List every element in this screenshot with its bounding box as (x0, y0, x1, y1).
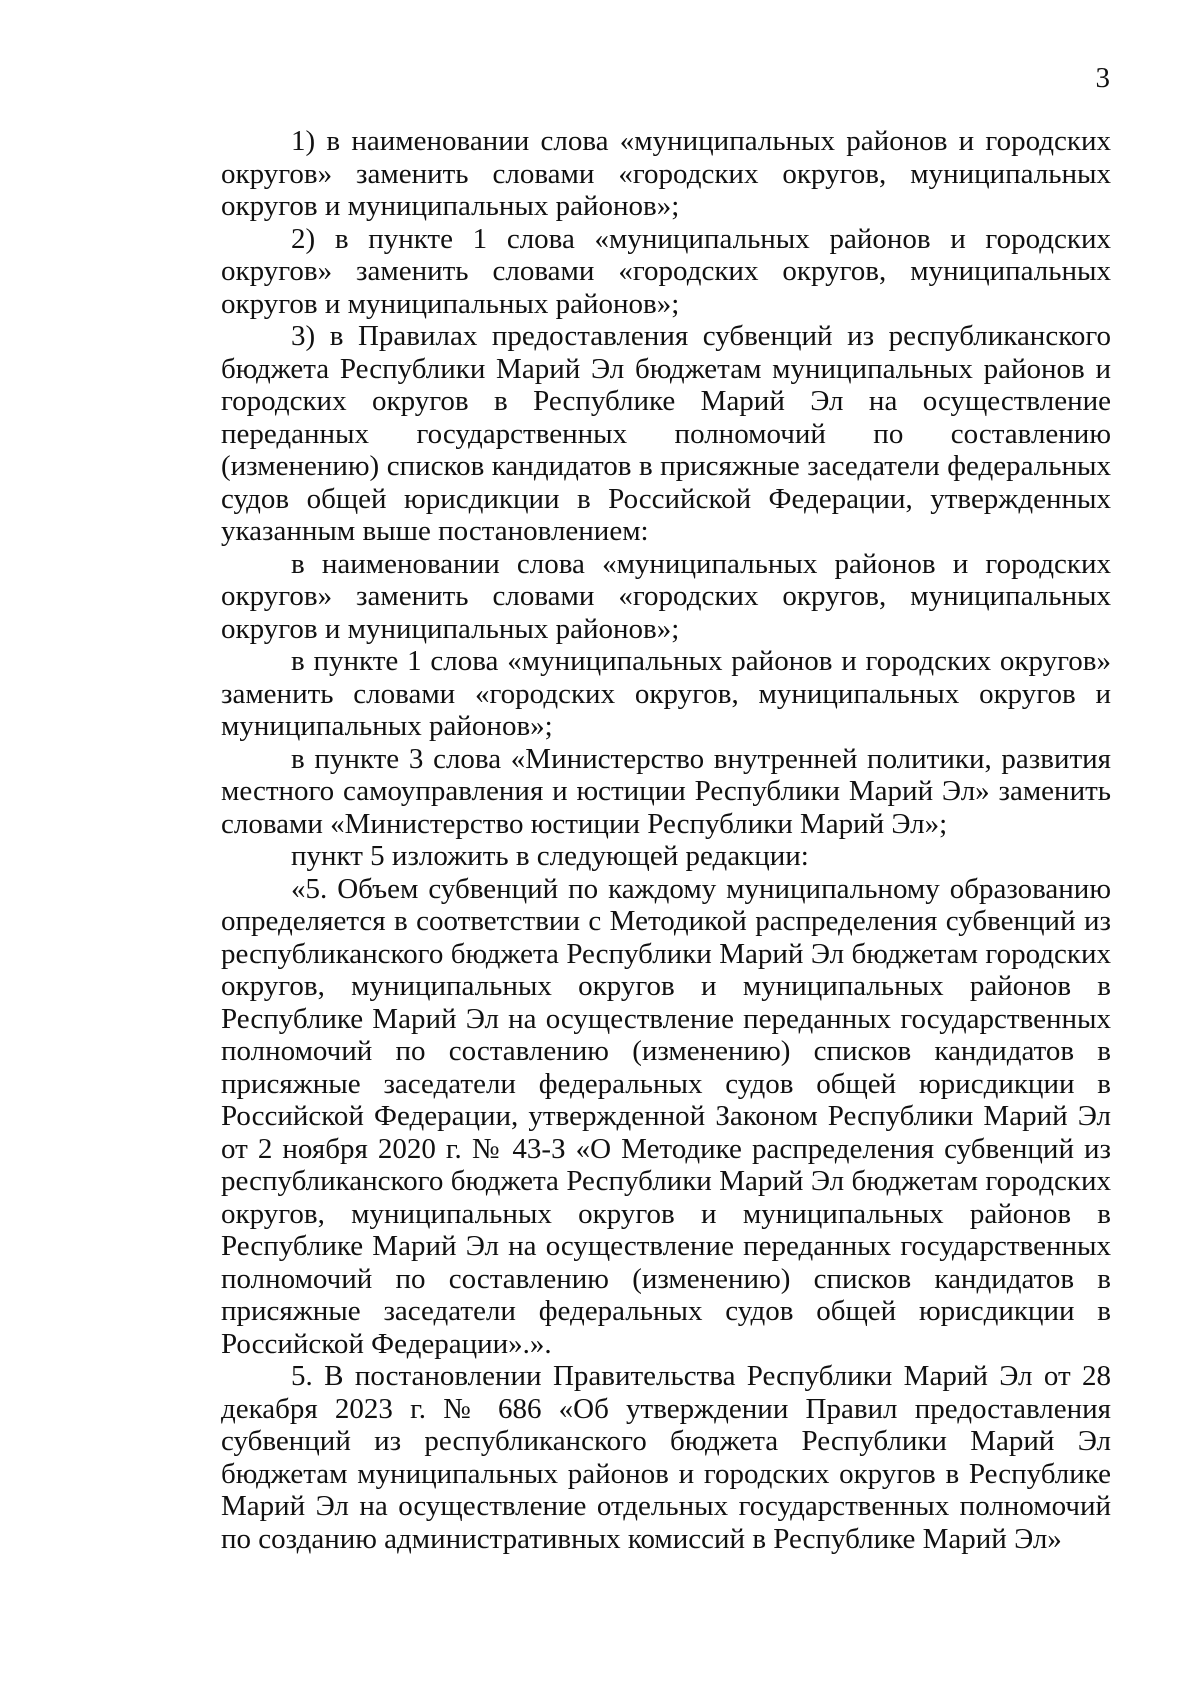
paragraph-point-5-text: «5. Объем субвенций по каждому муниципальному образованию определяется в соответствии с Методикой распределения субвенций из республиканского бюджета Республики Марий Эл бюджетам городских округов, муниципальных округов и муниципальных районов в Республике Марий Эл на осуществление переданных государственных полномочий по составлению (изменению) списков кандидатов в присяжные заседатели федеральных судов общей юрисдикции в Российской Федерации, утвержденной Законом Республики Марий Эл от 2 ноября 2020 г. № 43-З «О Методике распределения субвенций из республиканского бюджета Республики Марий Эл бюджетам городских округов, муниципальных округов и муниципальных районов в Республике Марий Эл на осуществление переданных государственных полномочий по составлению (изменению) списков кандидатов в присяжные заседатели федеральных судов общей юрисдикции в Российской Федерации».». (221, 872, 1111, 1360)
paragraph-point-1: в пункте 1 слова «муниципальных районов и городских округов» заменить словами «городских округов, муниципальных округов и муниципальных районов»; (221, 645, 1111, 742)
paragraph-item-3: 3) в Правилах предоставления субвенций из республиканского бюджета Республики Марий Эл бюджетам муниципальных районов и городских округов в Республике Марий Эл на осуществление переданных государственных полномочий по составлению (изменению) списков кандидатов в присяжные заседатели федеральных судов общей юрисдикции в Российской Федерации, утвержденных указанным выше постановлением: (221, 320, 1111, 547)
paragraph-item-2: 2) в пункте 1 слова «муниципальных районов и городских округов» заменить словами «городских округов, муниципальных округов и муниципальных районов»; (221, 222, 1111, 320)
page-number: 3 (1095, 62, 1110, 94)
paragraph-item-1: 1) в наименовании слова «муниципальных районов и городских округов» заменить словами «городских округов, муниципальных округов и муниципальных районов»; (221, 125, 1111, 222)
paragraph-section-5: 5. В постановлении Правительства Республики Марий Эл от 28 декабря 2023 г. № 686 «Об утверждении Правил предоставления субвенций из республиканского бюджета Республики Марий Эл бюджетам муниципальных районов и городских округов в Республике Марий Эл на осуществление отдельных государственных полномочий по созданию административных комиссий в Республике Марий Эл» (221, 1360, 1111, 1555)
document-body (221, 125, 1111, 1555)
paragraph-point-5-intro: пункт 5 изложить в следующей редакции: (291, 840, 809, 872)
paragraph-point-3: в пункте 3 слова «Министерство внутренней политики, развития местного самоуправления и юстиции Республики Марий Эл» заменить словами «Министерство юстиции Республики Марий Эл»; (221, 742, 1111, 840)
paragraph-rename-title: в наименовании слова «муниципальных районов и городских округов» заменить словами «городских округов, муниципальных округов и муниципальных районов»; (221, 547, 1111, 645)
